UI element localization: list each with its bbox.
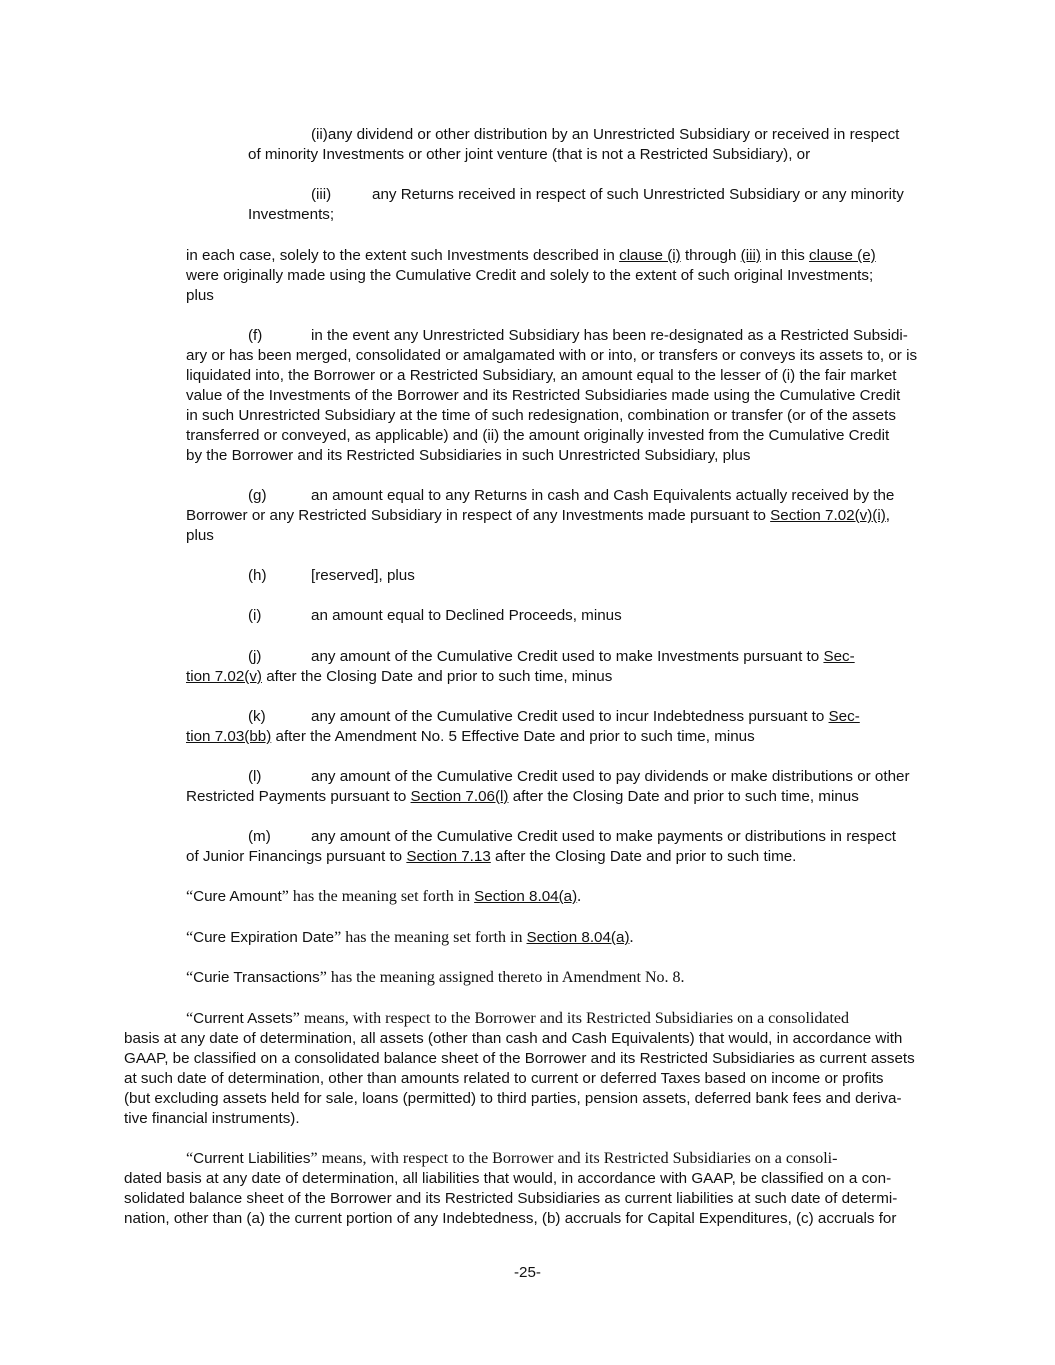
clause-j-marker: (j) [248,648,262,665]
section-7-13-link[interactable]: Section 7.13 [406,848,491,865]
current-assets-line5: (but excluding assets held for sale, loans (permitted) to third parties, pension assets, deferred bank fees and deriva- [124,1090,902,1107]
tail-line2: were originally made using the Cumulative Credit and solely to the extent of such original Investments; [186,267,874,284]
page-number: -25- [513,1264,541,1281]
section-8-04-a-link[interactable]: Section 8.04(a) [526,929,630,946]
clause-j-line2: tion 7.02(v) after the Closing Date and prior to such time, minus [186,668,613,685]
clause-m-line2: of Junior Financings pursuant to Section 7.13 after the Closing Date and prior to such time. [186,848,797,865]
definition-curie-transactions: “Curie Transactions” has the meaning assigned thereto in Amendment No. 8. [186,969,685,986]
clause-k-line1: any amount of the Cumulative Credit used to incur Indebtedness pursuant to Sec- [311,708,860,725]
clause-l-line1: any amount of the Cumulative Credit used to pay dividends or make distributions or other [311,768,910,785]
current-liabilities-line2: dated basis at any date of determination, all liabilities that would, in accordance with GAAP, be classified on a con- [124,1170,892,1187]
clause-g-line2: Borrower or any Restricted Subsidiary in respect of any Investments made pursuant to Section 7.02(v)(i), [186,507,891,524]
clause-m-marker: (m) [248,828,271,845]
clause-g-marker: (g) [248,487,267,504]
current-assets-line4: at such date of determination, other than amounts related to current or deferred Taxes based on income or profits [124,1070,884,1087]
tail-line1: in each case, solely to the extent such Investments described in clause (i) through (iii) in this clause (e) [186,247,876,264]
definition-current-liabilities: “Current Liabilities” means, with respect to the Borrower and its Restricted Subsidiaries on a consoli- [186,1150,838,1167]
defined-term: Current Assets [193,1010,293,1027]
current-liabilities-line3: solidated balance sheet of the Borrower and its Restricted Subsidiaries as current liabilities at such date of determi- [124,1190,898,1207]
clause-ii-line2: of minority Investments or other joint venture (that is not a Restricted Subsidiary), or [248,146,811,163]
section-7-02-v-i-link[interactable]: Section 7.02(v)(i) [770,507,886,524]
clause-e-link[interactable]: clause (e) [809,247,876,264]
definition-cure-expiration-date: “Cure Expiration Date” has the meaning set forth in Section 8.04(a). [186,929,634,946]
clause-i-link[interactable]: clause (i) [619,247,681,264]
clause-h-marker: (h) [248,567,267,584]
clause-k-line2: tion 7.03(bb) after the Amendment No. 5 Effective Date and prior to such time, minus [186,728,755,745]
defined-term: Curie Transactions [193,969,320,986]
section-7-03-bb-link-part2[interactable]: tion 7.03(bb) [186,728,272,745]
clause-i-marker: (i) [248,607,262,624]
defined-term: Current Liabilities [193,1150,311,1167]
clause-iii-marker: (iii) [311,186,332,203]
clause-f-line4: value of the Investments of the Borrower and its Restricted Subsidiaries made using the Cumulative Credit [186,387,901,404]
section-8-04-a-link[interactable]: Section 8.04(a) [474,888,578,905]
clause-iii-line1: any Returns received in respect of such Unrestricted Subsidiary or any minority [372,186,904,203]
clause-ii-line1: (ii)any dividend or other distribution by an Unrestricted Subsidiary or received in respect [311,126,900,143]
clause-f-line3: liquidated into, the Borrower or a Restricted Subsidiary, an amount equal to the lesser of (i) the fair market [186,367,897,384]
tail-line3: plus [186,287,214,304]
clause-h-text: [reserved], plus [311,567,415,584]
clause-i-text: an amount equal to Declined Proceeds, minus [311,607,622,624]
clause-f-line1: in the event any Unrestricted Subsidiary has been re-designated as a Restricted Subsidi- [311,327,908,344]
defined-term: Cure Expiration Date [193,929,335,946]
clause-iii-line2: Investments; [248,206,335,223]
section-7-03-bb-link-part1[interactable]: Sec- [828,708,860,725]
clause-iii-link[interactable]: (iii) [740,247,761,264]
section-7-02-v-link-part1[interactable]: Sec- [823,648,855,665]
definition-cure-amount: “Cure Amount” has the meaning set forth in Section 8.04(a). [186,888,582,905]
clause-g-line3: plus [186,527,214,544]
clause-f-line5: in such Unrestricted Subsidiary at the time of such redesignation, combination or transfer (or of the assets [186,407,896,424]
clause-m-line1: any amount of the Cumulative Credit used to make payments or distributions in respect [311,828,897,845]
section-7-02-v-link-part2[interactable]: tion 7.02(v) [186,668,262,685]
defined-term: Cure Amount [193,888,282,905]
clause-f-marker: (f) [248,327,263,344]
current-assets-line3: GAAP, be classified on a consolidated balance sheet of the Borrower and its Restricted Subsidiaries as current assets [124,1050,915,1067]
clause-k-marker: (k) [248,708,266,725]
clause-f-line6: transferred or conveyed, as applicable) and (ii) the amount originally invested from the Cumulative Credit [186,427,890,444]
definition-current-assets: “Current Assets” means, with respect to the Borrower and its Restricted Subsidiaries on a consolidated [186,1010,850,1027]
clause-l-line2: Restricted Payments pursuant to Section 7.06(l) after the Closing Date and prior to such time, minus [186,788,859,805]
current-assets-line2: basis at any date of determination, all assets (other than cash and Cash Equivalents) that would, in accordance with [124,1030,903,1047]
clause-l-marker: (l) [248,768,262,785]
clause-j-line1: any amount of the Cumulative Credit used to make Investments pursuant to Sec- [311,648,855,665]
current-liabilities-line4: nation, other than (a) the current portion of any Indebtedness, (b) accruals for Capital Expenditures, (c) accruals for [124,1210,897,1227]
clause-f-line7: by the Borrower and its Restricted Subsidiaries in such Unrestricted Subsidiary, plus [186,447,751,464]
clause-g-line1: an amount equal to any Returns in cash and Cash Equivalents actually received by the [311,487,895,504]
clause-marker: (ii) [311,126,328,143]
current-assets-line6: tive financial instruments). [124,1110,300,1127]
clause-f-line2: ary or has been merged, consolidated or amalgamated with or into, or transfers or conveys its assets to, or is [186,347,918,364]
section-7-06-l-link[interactable]: Section 7.06(l) [410,788,509,805]
